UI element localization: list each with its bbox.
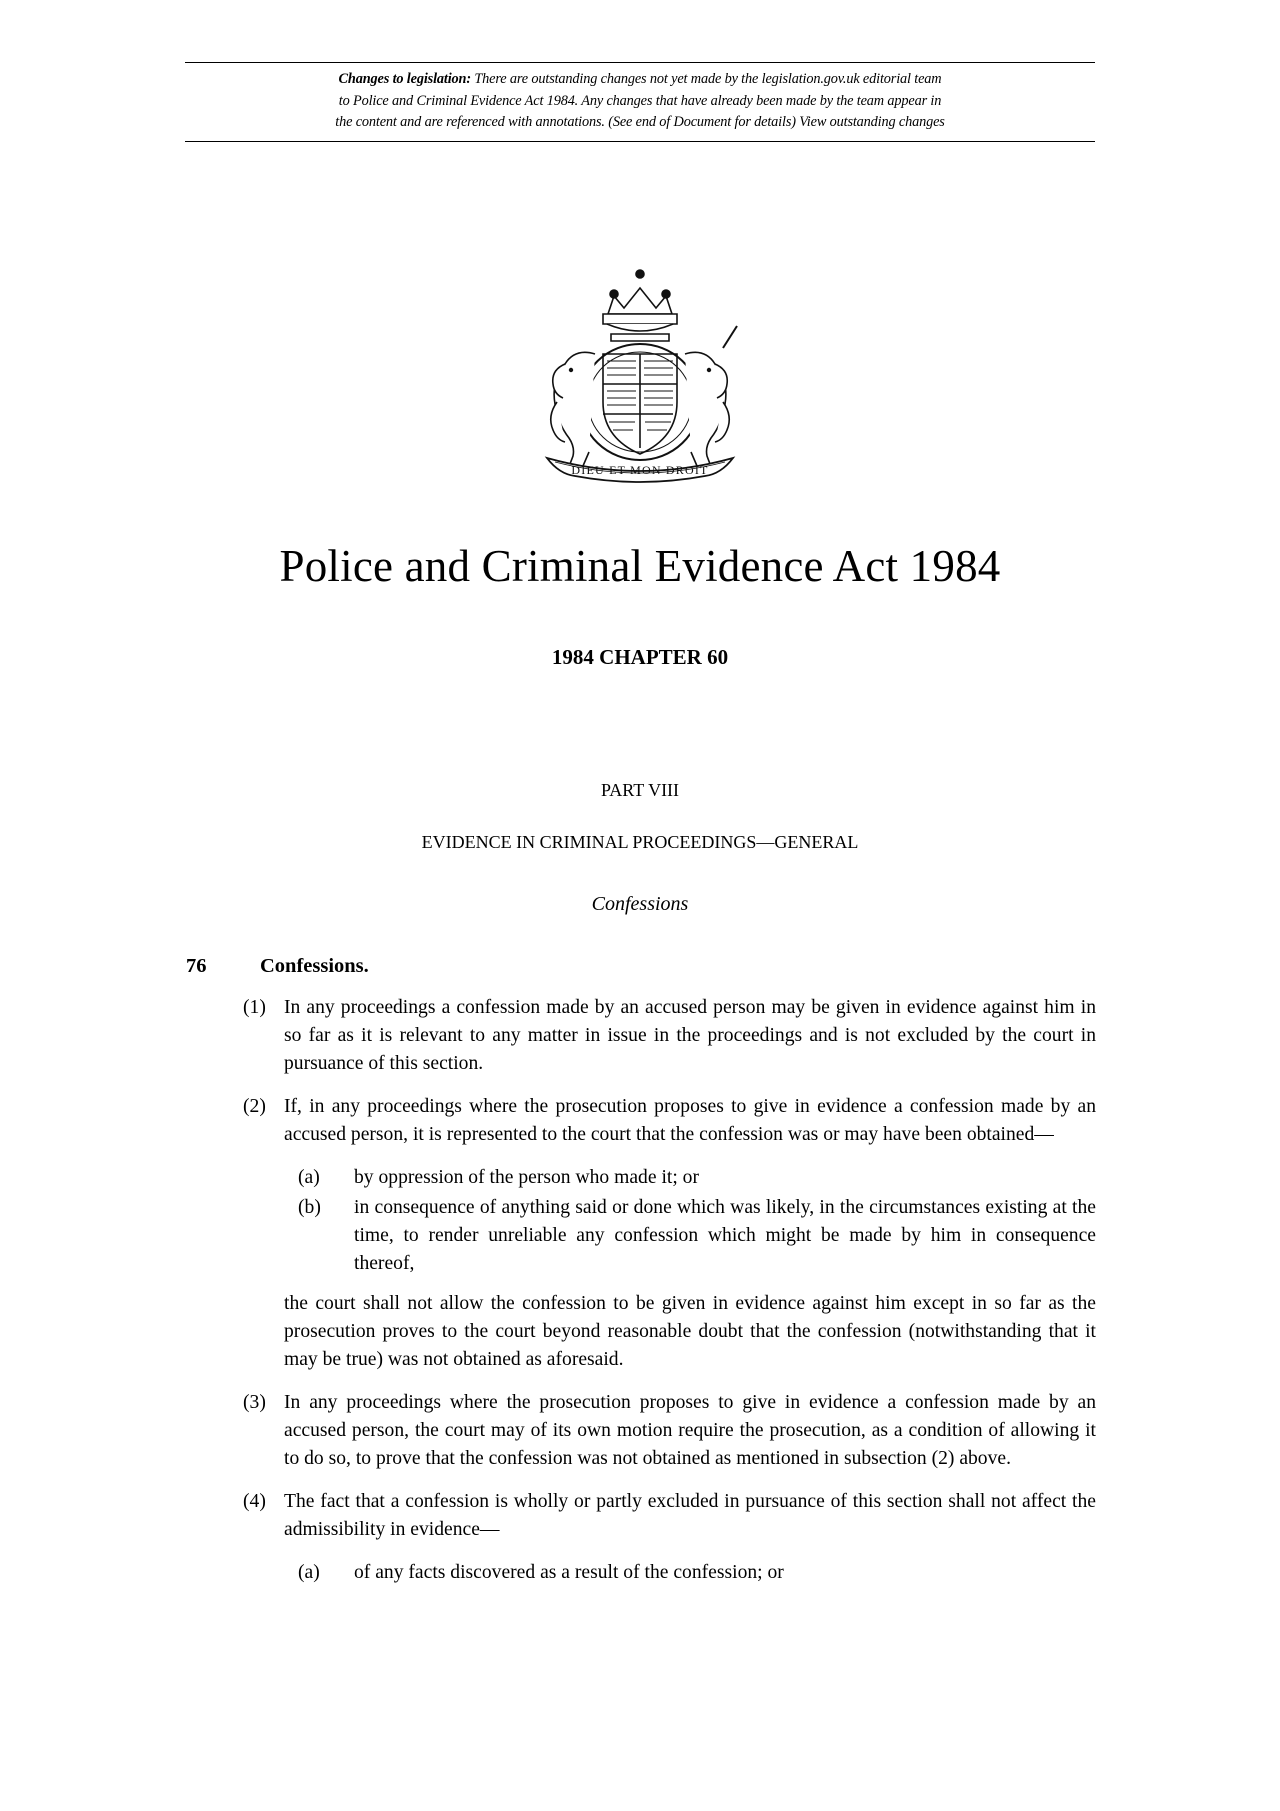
part-subtitle: EVIDENCE IN CRIMINAL PROCEEDINGS—GENERAL <box>421 832 859 852</box>
crest-container <box>0 262 1280 517</box>
paragraph-text: by oppression of the person who made it; or <box>354 1167 700 1189</box>
section-body <box>186 955 1096 1589</box>
changes-note-line-3: the content and are referenced with annotations. (See end of Document for details) View outstanding changes <box>335 114 945 131</box>
subsection <box>186 1389 1096 1473</box>
subsection <box>186 994 1096 1078</box>
chapter-label: 1984 CHAPTER 60 <box>551 645 729 669</box>
paragraph-text: in consequence of anything said or done which was likely, in the circumstances existing at the time, to render unreliable any confession which might be made by him in consequence thereof, <box>354 1197 1096 1275</box>
paragraph-text: of any facts discovered as a result of the confession; or <box>354 1562 784 1584</box>
subsection-number: (3) <box>243 1392 266 1414</box>
page-title: Police and Criminal Evidence Act 1984 <box>279 541 1001 591</box>
changes-note-label: Changes to legislation: <box>338 71 471 87</box>
subsection-number: (1) <box>243 997 266 1018</box>
subsection <box>186 1093 1096 1149</box>
changes-note-line-1 <box>185 69 1095 91</box>
subsection-number: (4) <box>243 1491 266 1513</box>
part-label: PART VIII <box>600 780 680 800</box>
subsection-number: (2) <box>243 1096 266 1118</box>
royal-coat-of-arms-icon <box>495 262 785 517</box>
crossheading: Confessions <box>591 893 689 915</box>
subsection <box>186 1488 1096 1544</box>
section-title: Confessions. <box>260 955 369 977</box>
subsection-text: In any proceedings where the prosecution proposes to give in evidence a confession made by an accused person, the court may of its own motion require the prosecution, as a condition of allowing it to do so, to prove that the confession was not obtained as mentioned in subsection (2) above. <box>284 1392 1096 1470</box>
list-item <box>186 1164 1096 1192</box>
list-item <box>186 1559 1096 1587</box>
changes-to-legislation-note <box>185 62 1095 142</box>
subsection-text: In any proceedings a confession made by an accused person may be given in evidence against him in so far as it is relevant to any matter in issue in the proceedings and is not excluded by the court in pursuance of this section. <box>284 997 1096 1075</box>
section-number: 76 <box>186 955 207 977</box>
paragraph-number: (b) <box>298 1197 321 1219</box>
list-item <box>186 1194 1096 1278</box>
subsection-text: The fact that a confession is wholly or partly excluded in pursuance of this section shall not affect the admissibility in evidence— <box>284 1491 1096 1541</box>
subsection-continuation: the court shall not allow the confession to be given in evidence against him except in so far as the prosecution proves to the court beyond reasonable doubt that the confession (notwithstanding that it may be true) was not obtained as aforesaid. <box>284 1293 1096 1371</box>
subsection-text: If, in any proceedings where the prosecution proposes to give in evidence a confession made by an accused person, it is represented to the court that the confession was or may have been obtained— <box>284 1096 1096 1146</box>
changes-note-line-2: to Police and Criminal Evidence Act 1984. Any changes that have already been made by the team appear in <box>338 92 942 109</box>
paragraph-number: (a) <box>298 1167 320 1189</box>
changes-note-line-1-rest: There are outstanding changes not yet made by the legislation.gov.uk editorial team <box>470 71 942 87</box>
svg-text:DIEU ET MON DROIT: DIEU ET MON DROIT <box>571 463 709 477</box>
section-heading <box>186 955 1096 978</box>
paragraph-number: (a) <box>298 1562 320 1584</box>
